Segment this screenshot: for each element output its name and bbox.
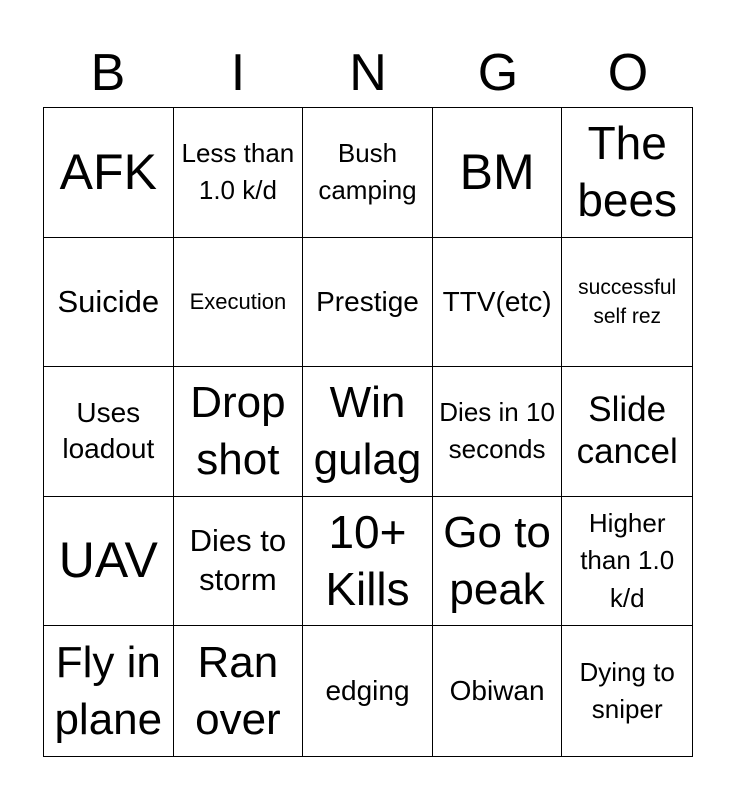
- cell-text: Slide cancel: [576, 390, 678, 472]
- cell-text: Go to peak: [443, 507, 551, 615]
- bingo-cell: [44, 238, 174, 368]
- cell-text: Bush camping: [318, 137, 417, 206]
- bingo-header: [43, 40, 693, 106]
- bingo-cell: [174, 108, 304, 238]
- cell-text: Less than 1.0 k/d: [181, 137, 295, 206]
- bingo-cell: [44, 367, 174, 497]
- bingo-cell: [174, 238, 304, 368]
- cell-text: successful self rez: [578, 275, 677, 328]
- bingo-cell: [303, 367, 433, 497]
- cell-text: 10+ Kills: [325, 505, 410, 616]
- header-letter-g: G: [477, 44, 519, 102]
- cell-text: UAV: [58, 532, 158, 589]
- cell-text: Suicide: [57, 283, 160, 319]
- bingo-cell: [433, 238, 563, 368]
- bingo-cell: [433, 108, 563, 238]
- bingo-cell: [174, 626, 304, 756]
- bingo-cell: [44, 626, 174, 756]
- bingo-cell: [562, 367, 692, 497]
- cell-text: Higher than 1.0 k/d: [580, 507, 675, 613]
- header-letter-b: B: [90, 44, 126, 102]
- cell-text: Dies to storm: [189, 523, 287, 598]
- bingo-cell: [174, 497, 304, 627]
- cell-text: Drop shot: [190, 378, 286, 485]
- bingo-grid: [43, 107, 693, 757]
- bingo-cell: [44, 497, 174, 627]
- bingo-cell: [433, 367, 563, 497]
- header-letter-i: I: [230, 44, 246, 102]
- cell-text: Dies in 10 seconds: [439, 396, 555, 465]
- bingo-cell: [562, 497, 692, 627]
- cell-text: Execution: [189, 288, 287, 314]
- bingo-cell: [303, 108, 433, 238]
- cell-text: Fly in plane: [54, 638, 163, 745]
- cell-text: Dying to sniper: [579, 656, 675, 725]
- cell-text: Prestige: [316, 285, 419, 317]
- cell-text: Uses loadout: [62, 397, 155, 465]
- bingo-cell: [562, 238, 692, 368]
- bingo-cell: [562, 108, 692, 238]
- cell-text: Obiwan: [449, 675, 545, 706]
- header-letter-o: O: [607, 44, 649, 102]
- bingo-cell: [562, 626, 692, 756]
- cell-text: BM: [459, 143, 535, 200]
- bingo-cell: [303, 238, 433, 368]
- bingo-cell: [303, 497, 433, 627]
- bingo-cell: [433, 497, 563, 627]
- bingo-cell: [44, 108, 174, 238]
- header-letter-n: N: [349, 44, 387, 102]
- cell-text: Ran over: [195, 638, 281, 745]
- cell-text: AFK: [59, 143, 157, 200]
- cell-text: edging: [325, 675, 410, 706]
- cell-text: TTV(etc): [442, 285, 552, 317]
- bingo-cell: [174, 367, 304, 497]
- bingo-cell: [303, 626, 433, 756]
- cell-text: Win gulag: [313, 378, 422, 485]
- cell-text: The bees: [577, 116, 678, 227]
- bingo-cell: [433, 626, 563, 756]
